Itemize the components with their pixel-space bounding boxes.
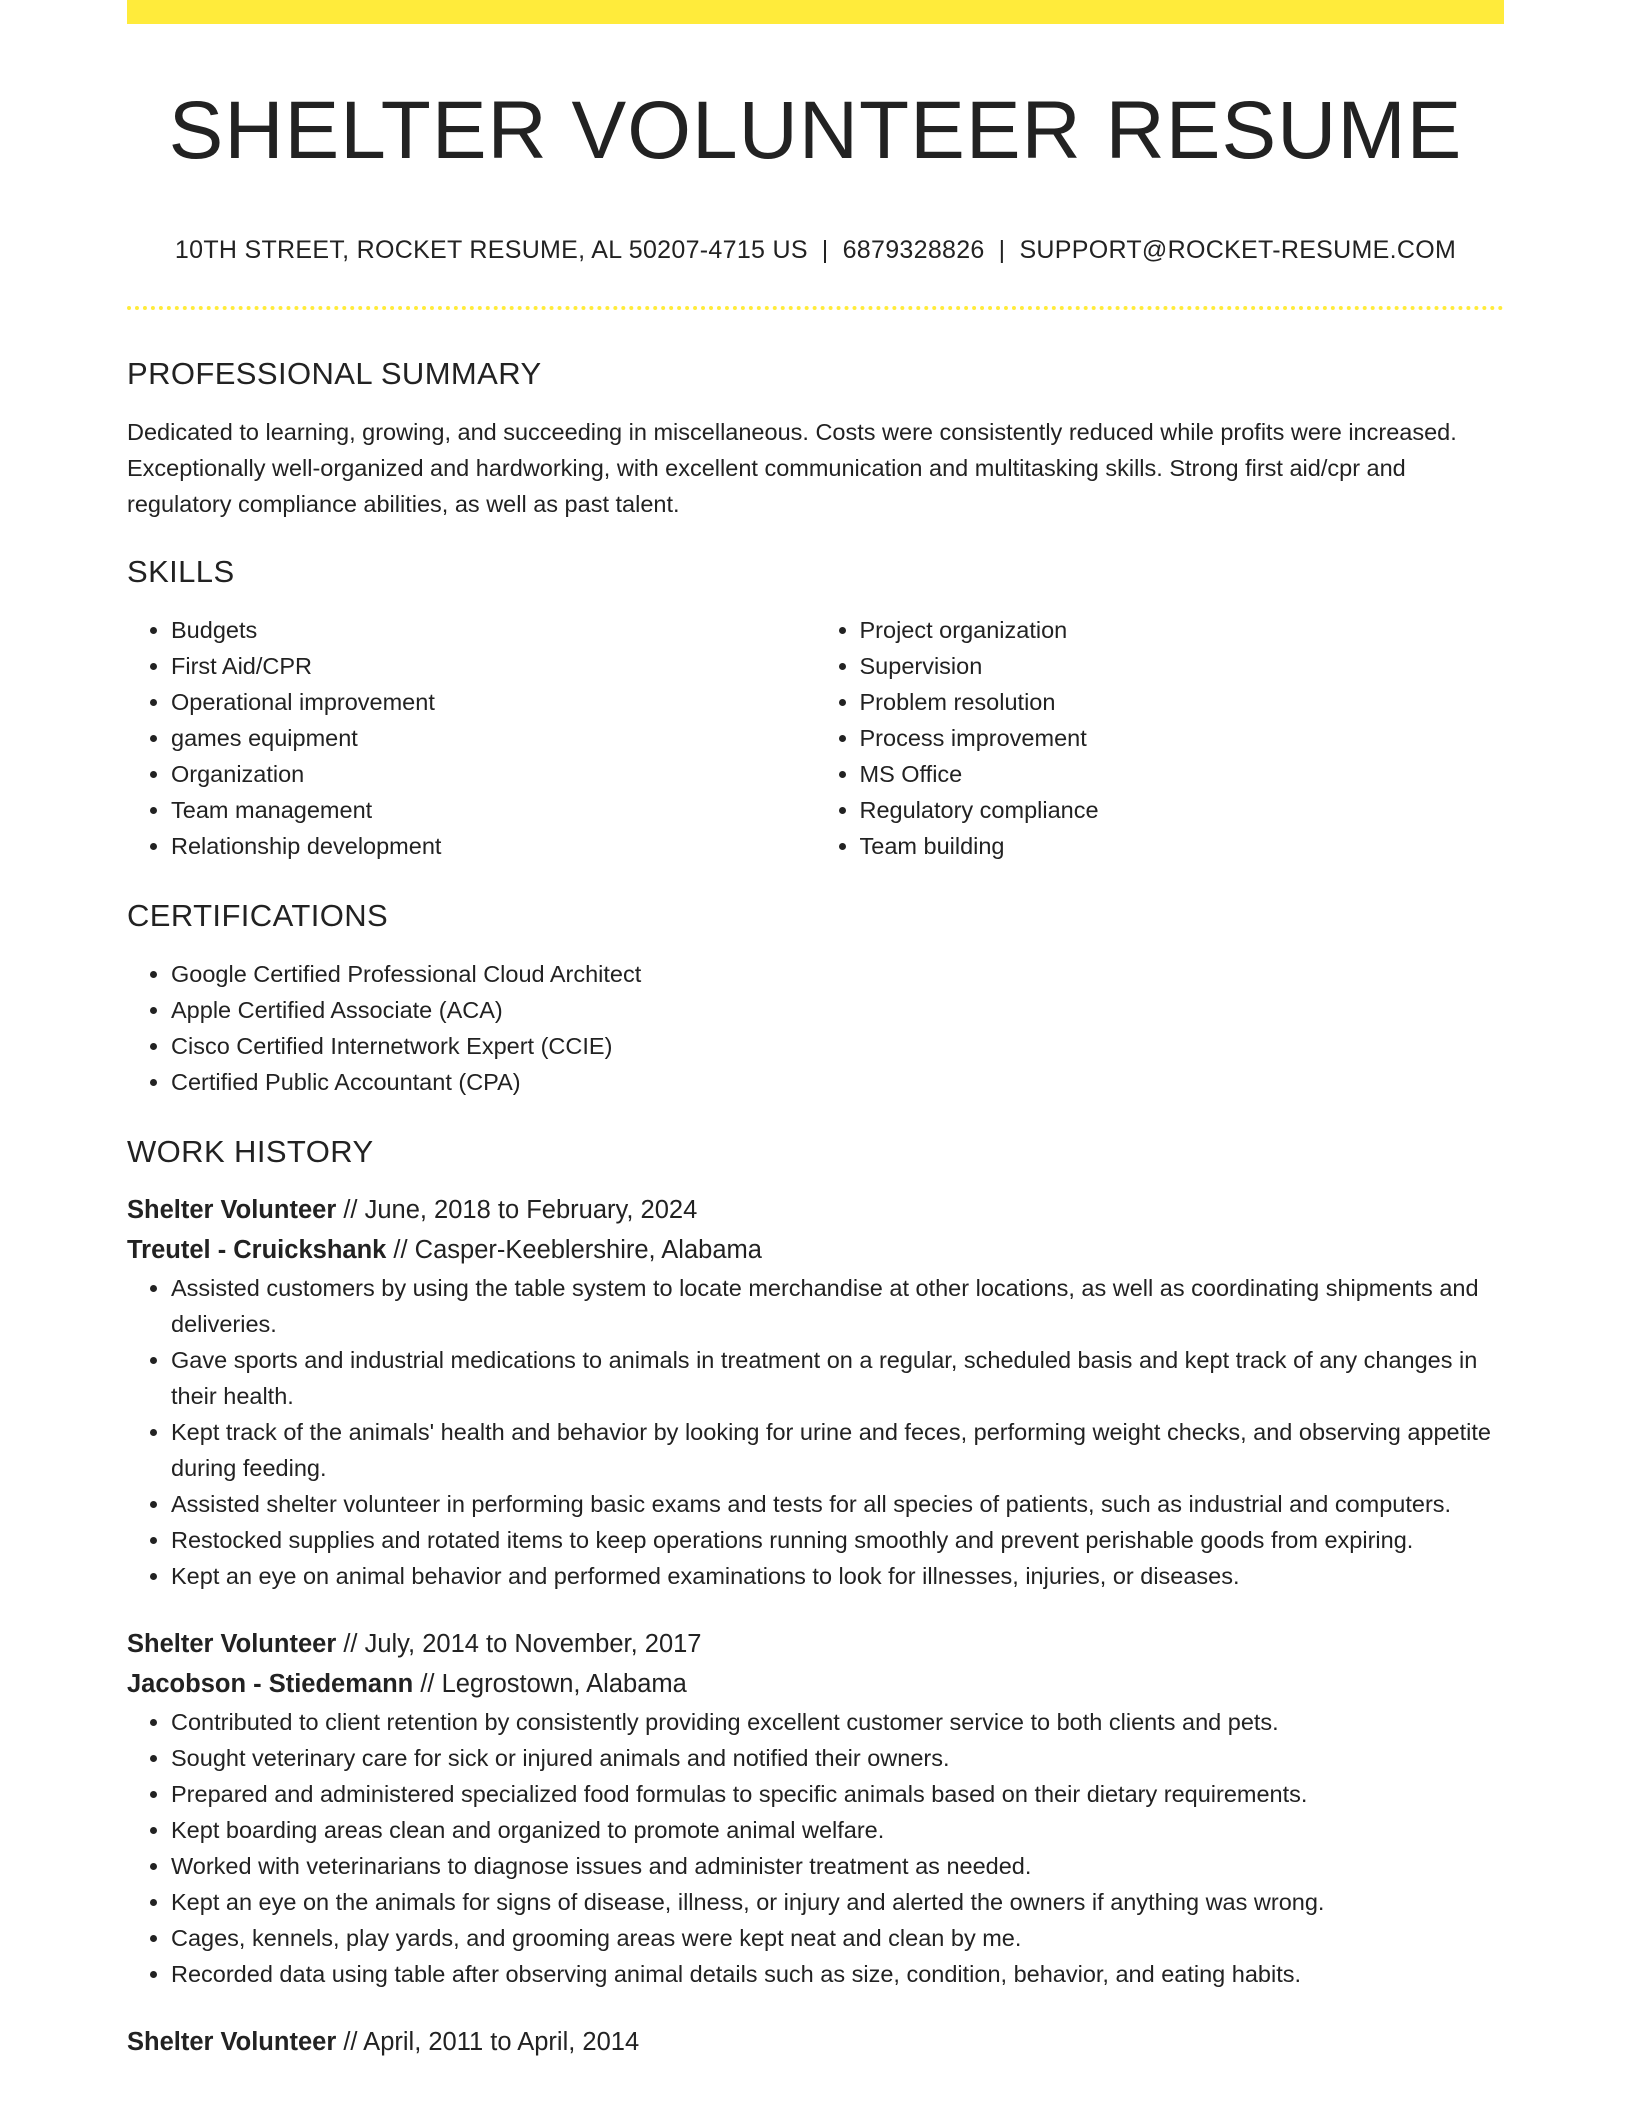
certifications-list [127,956,1504,1100]
job-company-line [127,1664,1504,1704]
job-location: // Casper-Keeblershire, Alabama [386,1236,762,1265]
skill-item: • Project organization [860,612,1505,648]
job-location: // Legrostown, Alabama [413,1670,687,1699]
work-history-heading: WORK HISTORY [127,1134,374,1170]
skill-item: • Process improvement [860,720,1505,756]
job-duties-list [127,1270,1504,1594]
dotted-divider [127,306,1504,310]
job-title-line [127,1190,1504,1230]
duty-item: • Kept an eye on the animals for signs of disease, illness, or injury and alerted the owners if anything was wrong. [171,1884,1504,1920]
summary-heading: PROFESSIONAL SUMMARY [127,356,542,392]
skill-item: • First Aid/CPR [171,648,816,684]
resume-title: SHELTER VOLUNTEER RESUME [168,85,1463,176]
job-dates: // June, 2018 to February, 2024 [336,1196,698,1225]
job-company: Treutel - Cruickshank [127,1236,387,1265]
job-dates: // April, 2011 to April, 2014 [336,2028,640,2057]
duty-item: • Kept track of the animals' health and behavior by looking for urine and feces, performing weight checks, and observing appetite during feeding. [171,1414,1504,1486]
address: 10TH STREET, ROCKET RESUME, AL 50207-4715 US [174,236,808,265]
contact-line [127,236,1504,265]
separator: | [821,236,829,265]
duty-item: • Contributed to client retention by consistently providing excellent customer service to both clients and pets. [171,1704,1504,1740]
job-entry [127,1190,1504,1594]
job-title-line [127,1624,1504,1664]
skill-item: • Team building [860,828,1505,864]
job-company-line [127,1230,1504,1270]
top-accent-bar [127,0,1504,24]
job-duties-list [127,1704,1504,1992]
skill-item: • Regulatory compliance [860,792,1505,828]
job-role: Shelter Volunteer [127,1630,337,1659]
phone: 6879328826 [842,236,985,265]
certification-item: • Certified Public Accountant (CPA) [171,1064,1504,1100]
skills-columns [127,612,1504,864]
certification-item: • Cisco Certified Internetwork Expert (CCIE) [171,1028,1504,1064]
job-dates: // July, 2014 to November, 2017 [336,1630,702,1659]
duty-item: • Recorded data using table after observing animal details such as size, condition, behavior, and eating habits. [171,1956,1504,1992]
certification-item: • Apple Certified Associate (ACA) [171,992,1504,1028]
job-entry [127,2022,1504,2062]
duty-item: • Sought veterinary care for sick or injured animals and notified their owners. [171,1740,1504,1776]
certifications-heading: CERTIFICATIONS [127,898,389,934]
summary-text: Dedicated to learning, growing, and succeeding in miscellaneous. Costs were consistently reduced while profits were increased. Exceptionally well-organized and hardworking, with excellent communication and multitasking skills. Strong first aid/cpr and regulatory compliance abilities, as well as past talent. [127,419,1457,518]
separator: | [998,236,1006,265]
duty-item: • Assisted shelter volunteer in performing basic exams and tests for all species of patients, such as industrial and computers. [171,1486,1504,1522]
job-company: Jacobson - Stiedemann [127,1670,414,1699]
duty-item: • Gave sports and industrial medications to animals in treatment on a regular, scheduled basis and kept track of any changes in their health. [171,1342,1504,1414]
duty-item: • Worked with veterinarians to diagnose issues and administer treatment as needed. [171,1848,1504,1884]
skill-item: • MS Office [860,756,1505,792]
skill-item: • Operational improvement [171,684,816,720]
skill-item: • games equipment [171,720,816,756]
skill-item: • Supervision [860,648,1505,684]
skills-list-left [127,612,816,864]
skill-item: • Organization [171,756,816,792]
resume-page [127,0,1504,2062]
skills-list-right [816,612,1505,864]
skills-heading: SKILLS [127,554,235,590]
skill-item: • Relationship development [171,828,816,864]
skill-item: • Problem resolution [860,684,1505,720]
job-role: Shelter Volunteer [127,1196,337,1225]
duty-item: • Assisted customers by using the table system to locate merchandise at other locations, as well as coordinating shipments and deliveries. [171,1270,1504,1342]
duty-item: • Kept boarding areas clean and organized to promote animal welfare. [171,1812,1504,1848]
duty-item: • Kept an eye on animal behavior and performed examinations to look for illnesses, injuries, or diseases. [171,1558,1504,1594]
skill-item: • Team management [171,792,816,828]
email: SUPPORT@ROCKET-RESUME.COM [1019,236,1457,265]
job-entry [127,1624,1504,1992]
duty-item: • Restocked supplies and rotated items to keep operations running smoothly and prevent perishable goods from expiring. [171,1522,1504,1558]
certification-item: • Google Certified Professional Cloud Architect [171,956,1504,992]
job-title-line [127,2022,1504,2062]
job-role: Shelter Volunteer [127,2028,337,2057]
skill-item: • Budgets [171,612,816,648]
duty-item: • Cages, kennels, play yards, and grooming areas were kept neat and clean by me. [171,1920,1504,1956]
duty-item: • Prepared and administered specialized food formulas to specific animals based on their dietary requirements. [171,1776,1504,1812]
